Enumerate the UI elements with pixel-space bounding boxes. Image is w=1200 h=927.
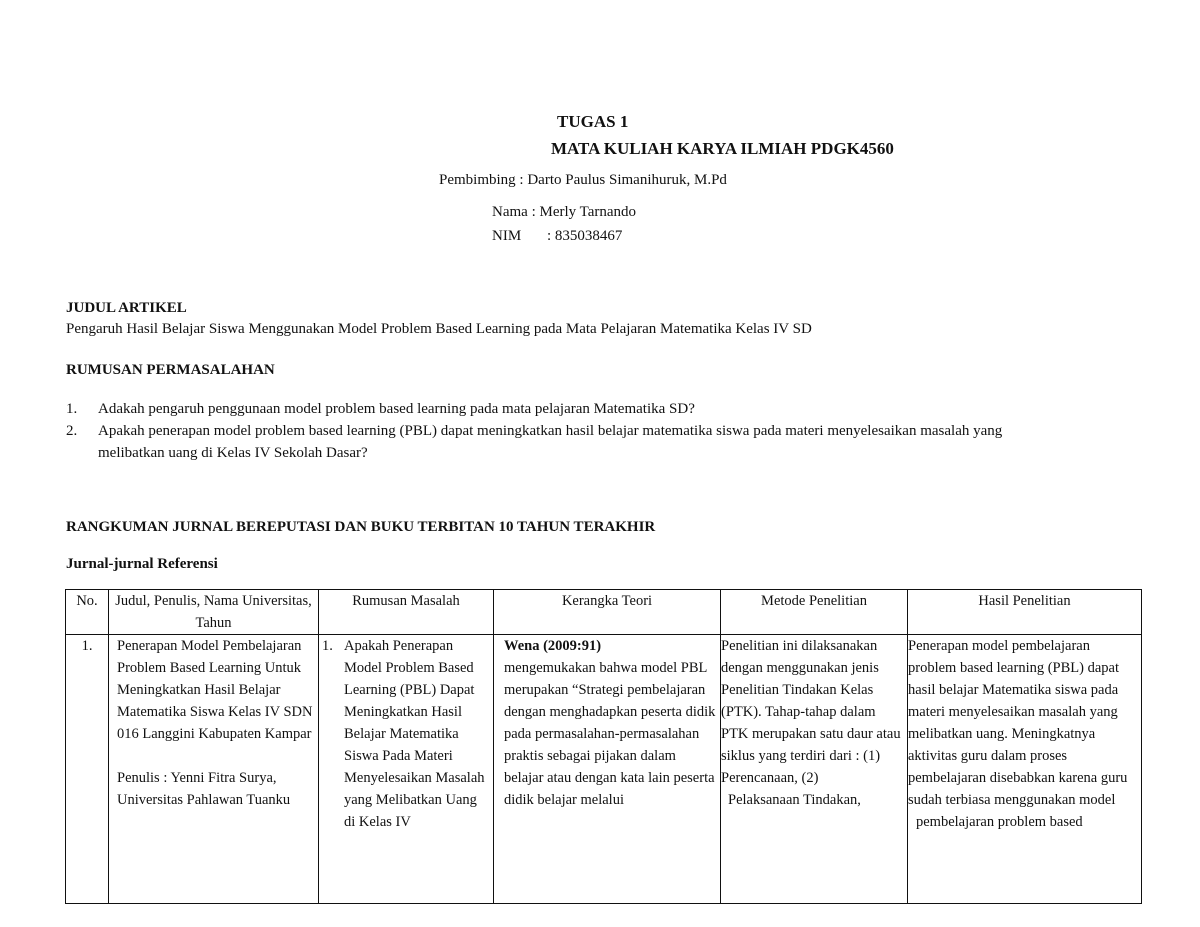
nim-label: NIM xyxy=(492,228,522,244)
table-header-row xyxy=(66,590,1142,635)
summary-heading: RANGKUMAN JURNAL BEREPUTASI DAN BUKU TERBITAN 10 TAHUN TERAKHIR xyxy=(66,519,656,535)
judul-text: Penerapan Model Pembelajaran Problem Based Learning Untuk Meningkatkan Hasil Belajar Matematika Siswa Kelas IV SDN 016 Langgini Kabupaten Kampar xyxy=(117,638,313,742)
problem-list xyxy=(66,398,1016,464)
problem-formulation-heading: RUMUSAN PERMASALAHAN xyxy=(66,362,275,378)
cell-metode xyxy=(721,635,908,904)
header-judul: Judul, Penulis, Nama Universitas, Tahun xyxy=(109,590,319,635)
reference-table xyxy=(65,589,1142,904)
penulis-text: Penulis : Yenni Fitra Surya, Universitas Pahlawan Tuanku xyxy=(117,770,291,808)
header-hasil: Hasil Penelitian xyxy=(908,590,1142,635)
cell-no: 1. xyxy=(66,635,109,904)
table-row xyxy=(66,635,1142,904)
list-item xyxy=(66,398,1016,420)
list-item-text: Adakah pengaruh penggunaan model problem based learning pada mata pelajaran Matematika SD? xyxy=(98,401,695,417)
kerangka-text: mengemukakan bahwa model PBL merupakan “Strategi pembelajaran dengan menghadapkan peserta didik pada permasalahan-permasalahan praktis sebagai pijakan dalam belajar atau dengan kata lain peserta didik belajar melalui xyxy=(504,660,716,808)
student-name: Nama : Merly Tarnando xyxy=(492,204,637,220)
document-title: TUGAS 1 xyxy=(557,112,629,131)
metode-text-continued: Pelaksanaan Tindakan, xyxy=(728,792,861,808)
cell-kerangka xyxy=(494,635,721,904)
article-title-text: Pengaruh Hasil Belajar Siswa Menggunakan Model Problem Based Learning pada Mata Pelajaran Matematika Kelas IV SD xyxy=(66,321,812,337)
rumusan-number: 1. xyxy=(322,638,333,654)
supervisor-line: Pembimbing : Darto Paulus Simanihuruk, M.Pd xyxy=(439,172,727,188)
header-rumusan: Rumusan Masalah xyxy=(319,590,494,635)
hasil-text: Penerapan model pembelajaran problem based learning (PBL) dapat hasil belajar Matematika siswa pada materi menyelesaikan masalah yang melibatkan uang. Meningkatnya aktivitas guru dalam proses pembelajaran disebabkan karena guru sudah terbiasa menggunakan model xyxy=(908,638,1128,808)
header-metode: Metode Penelitian xyxy=(721,590,908,635)
metode-text: Penelitian ini dilaksanakan dengan menggunakan jenis Penelitian Tindakan Kelas (PTK). Tahap-tahap dalam PTK merupakan satu daur atau siklus yang terdiri dari : (1) Perencanaan, (2) xyxy=(721,638,901,786)
references-subheading: Jurnal-jurnal Referensi xyxy=(66,556,218,572)
article-title-heading: JUDUL ARTIKEL xyxy=(66,300,187,316)
header-kerangka: Kerangka Teori xyxy=(494,590,721,635)
list-item-number: 2. xyxy=(66,423,78,439)
cell-rumusan xyxy=(319,635,494,904)
hasil-text-continued: pembelajaran problem based xyxy=(916,814,1083,830)
cell-judul xyxy=(109,635,319,904)
list-item-number: 1. xyxy=(66,401,78,417)
nim-value: : 835038467 xyxy=(547,228,623,244)
student-nim xyxy=(492,228,622,245)
course-title: MATA KULIAH KARYA ILMIAH PDGK4560 xyxy=(551,139,894,158)
list-item xyxy=(66,420,1016,464)
rumusan-text: Apakah Penerapan Model Problem Based Learning (PBL) Dapat Meningkatkan Hasil Belajar Matematika Siswa Pada Materi Menyelesaikan Masalah yang Melibatkan Uang di Kelas IV xyxy=(344,638,485,830)
header-no: No. xyxy=(66,590,109,635)
cell-hasil xyxy=(908,635,1142,904)
list-item-text: Apakah penerapan model problem based learning (PBL) dapat meningkatkan hasil belajar matematika siswa pada materi menyelesaikan masalah yang melibatkan uang di Kelas IV Sekolah Dasar? xyxy=(98,423,1003,461)
kerangka-citation: Wena (2009:91) xyxy=(504,638,602,654)
